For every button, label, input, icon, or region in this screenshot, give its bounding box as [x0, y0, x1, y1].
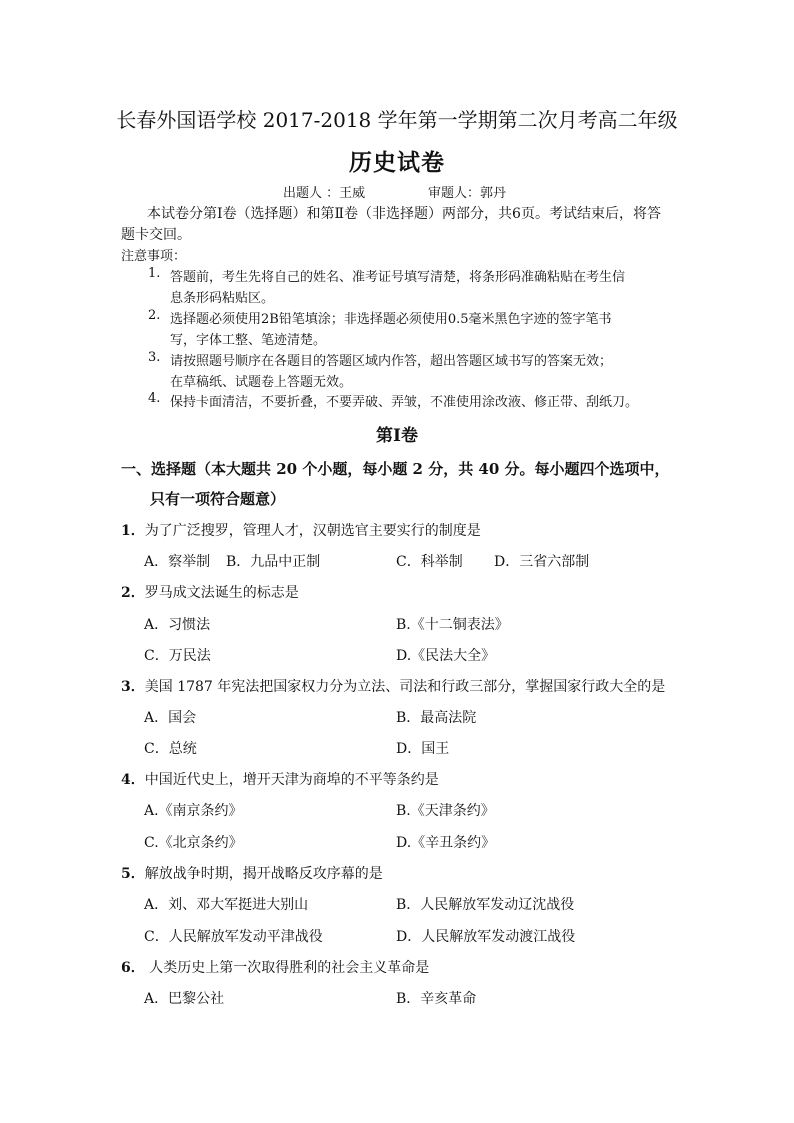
question-number: 1． — [121, 523, 145, 539]
question-text: 罗马成文法诞生的标志是 — [144, 585, 299, 601]
question-5 — [121, 863, 383, 883]
question-text: 解放战争时期，揭开战略反攻序幕的是 — [144, 866, 383, 882]
option-c: C．人民解放军发动平津战役 — [144, 929, 323, 945]
note-line: 保持卡面清洁，不要折叠，不要弄破、弄皱，不准使用涂改液、修正带、刮纸刀。 — [170, 395, 639, 410]
intro-line-1: 本试卷分第Ⅰ卷（选择题）和第Ⅱ卷（非选择题）两部分，共6页。考试结束后，将答 — [147, 206, 661, 222]
note-number: 1. — [148, 266, 161, 281]
note-line: 请按照题号顺序在各题目的答题区域内作答，超出答题区域书写的答案无效； — [170, 354, 613, 369]
option-a: A．刘、邓大军挺进大别山 — [144, 897, 309, 913]
subject-title: 历史试卷 — [349, 149, 445, 176]
question-1 — [121, 520, 481, 540]
option-a: A．察举制 — [144, 554, 211, 570]
school-title: 长春外国语学校 2017-2018 学年第一学期第二次月考高二年级 — [116, 108, 678, 132]
question-text: 为了广泛搜罗，管理人才，汉朝选官主要实行的制度是 — [144, 523, 481, 539]
setter-line: 出题人 ：王威 — [283, 186, 366, 201]
section-heading-line-1: 一、选择题（本大题共 20 个小题，每小题 2 分，共 40 分。每小题四个选项中， — [121, 460, 670, 478]
option-d: D．三省六部制 — [494, 554, 590, 570]
question-2 — [121, 582, 299, 602]
option-b: B．九品中正制 — [226, 554, 321, 570]
option-b: B.《十二铜表法》 — [396, 617, 509, 633]
note-line: 选择题必须使用2B铅笔填涂；非选择题必须使用0.5毫米黑色字迹的签字笔书 — [170, 312, 612, 327]
question-number: 6． — [121, 960, 145, 976]
note-line: 在草稿纸、试题卷上答题无效。 — [170, 375, 353, 390]
note-line: 息条形码粘贴区。 — [170, 291, 275, 306]
option-d: D.《辛丑条约》 — [396, 835, 496, 851]
option-b: B．最高法院 — [396, 710, 477, 726]
option-a: A．习惯法 — [144, 617, 211, 633]
option-a: A.《南京条约》 — [144, 803, 243, 819]
option-a: A．巴黎公社 — [144, 991, 225, 1007]
option-b: B．人民解放军发动辽沈战役 — [396, 897, 575, 913]
notes-heading: 注意事项： — [121, 249, 187, 264]
option-c: C．科举制 — [396, 554, 463, 570]
note-number: 4. — [148, 391, 161, 406]
part-heading: 第Ⅰ卷 — [376, 426, 418, 446]
question-text: 美国 1787 年宪法把国家权力分为立法、司法和行政三部分，掌握国家行政大全的是 — [144, 679, 666, 695]
option-d: D．人民解放军发动渡江战役 — [396, 929, 576, 945]
question-number: 2． — [121, 585, 145, 601]
note-number: 2. — [148, 308, 161, 323]
note-line: 答题前，考生先将自己的姓名、准考证号填写清楚，将条形码准确粘贴在考生信 — [170, 270, 626, 285]
question-text: 人类历史上第一次取得胜利的社会主义革命是 — [144, 960, 430, 976]
section-heading-line-2: 只有一项符合题意） — [150, 490, 286, 508]
reviewer-line: 审题人：郭丹 — [428, 186, 507, 201]
question-text: 中国近代史上，增开天津为商埠的不平等条约是 — [144, 772, 439, 788]
question-number: 5． — [121, 866, 145, 882]
question-4 — [121, 769, 439, 789]
question-number: 3． — [121, 679, 145, 695]
option-b: B.《天津条约》 — [396, 803, 495, 819]
note-number: 3. — [148, 350, 161, 365]
option-c: C．万民法 — [144, 648, 211, 664]
option-d: D.《民法大全》 — [396, 648, 496, 664]
option-c: C．总统 — [144, 741, 197, 757]
intro-line-2: 题卡交回。 — [121, 227, 191, 243]
question-3 — [121, 676, 665, 696]
option-c: C.《北京条约》 — [144, 835, 243, 851]
note-line: 写，字体工整、笔迹清楚。 — [170, 333, 327, 348]
question-6 — [121, 957, 429, 977]
option-b: B．辛亥革命 — [396, 991, 477, 1007]
option-a: A．国会 — [144, 710, 197, 726]
option-d: D．国王 — [396, 741, 450, 757]
question-number: 4． — [121, 772, 145, 788]
